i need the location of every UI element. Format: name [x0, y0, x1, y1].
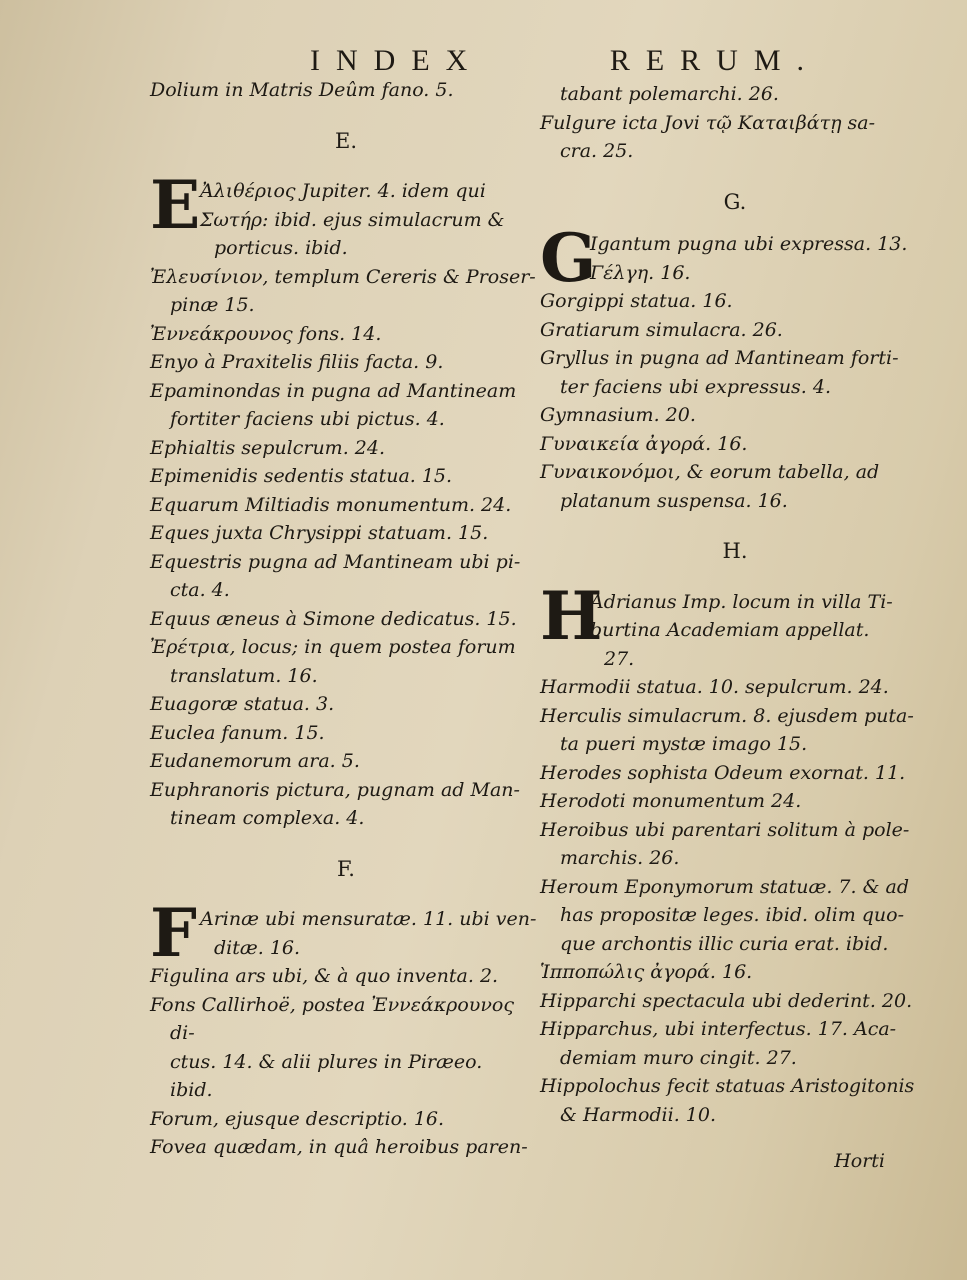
index-entry: Epaminondas in pugna ad Mantineam [150, 379, 517, 402]
drop-cap-entry [150, 166, 542, 263]
index-entry: Ἀλιθέριος Jupiter. 4. idem qui [200, 180, 486, 202]
drop-cap: E [150, 166, 201, 244]
index-entry-continued: que archontis illic curia erat. ibid. [560, 932, 889, 955]
index-entry-continued: pinæ 15. [170, 294, 255, 316]
catchword: Horti [834, 1150, 885, 1172]
section-letter-f: F. [337, 856, 355, 881]
index-entry: Herodes sophista Odeum exornat. 11. [540, 761, 906, 784]
drop-cap-entry [540, 219, 930, 297]
index-entry: Ephialtis sepulcrum. 24. [150, 436, 385, 459]
index-entry: Gryllus in pugna ad Mantineam forti- [540, 347, 899, 369]
index-entry: Ἐρέτρια, locus; in quem postea forum [150, 636, 516, 658]
index-entry: Γέλγη. 16. [590, 261, 691, 284]
index-entry: burtina Academiam appellat. [590, 619, 870, 641]
index-entry-continued: ctus. 14. & alii plures in Piræeo. [170, 1050, 483, 1073]
section-letter-e: E. [334, 128, 357, 153]
section-letter-g: G. [723, 189, 747, 214]
index-entry-continued: marchis. 26. [560, 847, 680, 869]
index-entry-continued: tineam complexa. 4. [170, 807, 365, 829]
index-entry: Eques juxta Chrysippi statuam. 15. [150, 522, 489, 544]
index-entry-continued: ta pueri mystæ imago 15. [560, 733, 808, 755]
drop-cap-entry [540, 576, 930, 674]
index-entry: Gratiarum simulacra. 26. [540, 318, 783, 341]
index-entry: Ἱπποπώλις ἀγορά. 16. [540, 961, 753, 983]
index-entry-continued: demiam muro cingit. 27. [560, 1046, 797, 1069]
index-entry: Heroum Eponymorum statuæ. 7. & ad [540, 875, 910, 898]
index-entry: Euclea fanum. 15. [150, 721, 325, 744]
index-entry-continued: cra. 25. [560, 140, 634, 162]
index-entry-continued: cta. 4. [170, 579, 230, 601]
index-entry: Γυναικονόμοι, & eorum tabella, ad [540, 461, 880, 483]
header-word-index: INDEX [310, 44, 484, 77]
index-entry: Ἐλευσίνιον, templum Cereris & Proser- [150, 265, 536, 288]
index-entry: Equestris pugna ad Mantineam ubi pi- [150, 550, 521, 573]
index-entry: Enyo à Praxitelis filiis facta. 9. [150, 351, 444, 373]
index-entry: Herculis simulacrum. 8. ejusdem puta- [540, 704, 914, 727]
index-entry-continued: ditæ. 16. [214, 936, 301, 959]
index-entry: Arinæ ubi mensuratæ. 11. ubi ven- [200, 908, 537, 930]
index-entry-continued: ter faciens ubi expressus. 4. [560, 375, 832, 398]
index-entry: Hippolochus fecit statuas Aristogitonis [540, 1075, 915, 1097]
index-entry: Γυναικεία ἀγορά. 16. [540, 432, 748, 455]
index-entry: Igantum pugna ubi expressa. 13. [590, 233, 908, 255]
index-entry: Fulgure icta Jovi τῷ Καταιβάτῃ sa- [540, 111, 875, 134]
index-entry-continued: fortiter faciens ubi pictus. 4. [170, 408, 445, 430]
drop-cap: H [540, 576, 603, 655]
index-entry: Figulina ars ubi, & à quo inventa. 2. [150, 965, 499, 987]
index-entry: Gorgippi statua. 16. [540, 290, 733, 312]
drop-cap: G [540, 219, 597, 297]
index-entry: Eudanemorum ara. 5. [150, 750, 360, 772]
section-letter-h: H. [722, 539, 748, 563]
index-entry: Equus æneus à Simone dedicatus. 15. [150, 607, 517, 630]
left-column [150, 76, 542, 1162]
index-entry: Gymnasium. 20. [540, 404, 696, 426]
index-entry: Hipparchi spectacula ubi dederint. 20. [540, 989, 913, 1012]
index-entry-continued: has propositæ leges. ibid. olim quo- [560, 904, 905, 926]
index-entry-continued: 27. [604, 647, 635, 670]
index-entry-continued: tabant polemarchi. 26. [560, 83, 779, 105]
drop-cap-entry [150, 894, 542, 972]
index-entry: Hipparchus, ubi interfectus. 17. Aca- [540, 1018, 897, 1040]
index-entry: Epimenidis sedentis statua. 15. [150, 465, 453, 487]
index-entry: Ἐννεάκρουνος fons. 14. [150, 322, 382, 345]
index-entry: Forum, ejusque descriptio. 16. [150, 1107, 445, 1130]
index-entry: Equarum Miltiadis monumentum. 24. [150, 493, 512, 516]
index-entry: Heroibus ubi parentari solitum à pole- [540, 818, 910, 841]
index-entry-continued: translatum. 16. [170, 664, 318, 687]
index-entry: Herodoti monumentum 24. [540, 790, 802, 812]
header-word-rerum: RERUM. [609, 44, 820, 77]
index-entry: Dolium in Matris Deûm fano. 5. [150, 79, 454, 101]
index-entry: Harmodii statua. 10. sepulcrum. 24. [540, 676, 889, 698]
right-column [540, 80, 930, 1129]
index-entry: Adrianus Imp. locum in villa Ti- [590, 590, 893, 613]
index-entry: Fovea quædam, in quâ heroibus paren- [150, 1136, 528, 1158]
index-entry-continued: & Harmodii. 10. [560, 1103, 716, 1126]
index-entry: Fons Callirhoë, postea Ἐννεάκρουνος di- [150, 993, 514, 1044]
index-entry-continued: platanum suspensa. 16. [560, 489, 788, 512]
index-entry: Σωτήρ: ibid. ejus simulacrum & [200, 208, 505, 231]
index-entry: Euagoræ statua. 3. [150, 693, 335, 715]
drop-cap: F [150, 894, 197, 972]
index-entry-continued: ibid. [170, 1079, 213, 1101]
index-entry-continued: porticus. ibid. [214, 237, 348, 259]
index-entry: Euphranoris pictura, pugnam ad Man- [150, 778, 520, 801]
